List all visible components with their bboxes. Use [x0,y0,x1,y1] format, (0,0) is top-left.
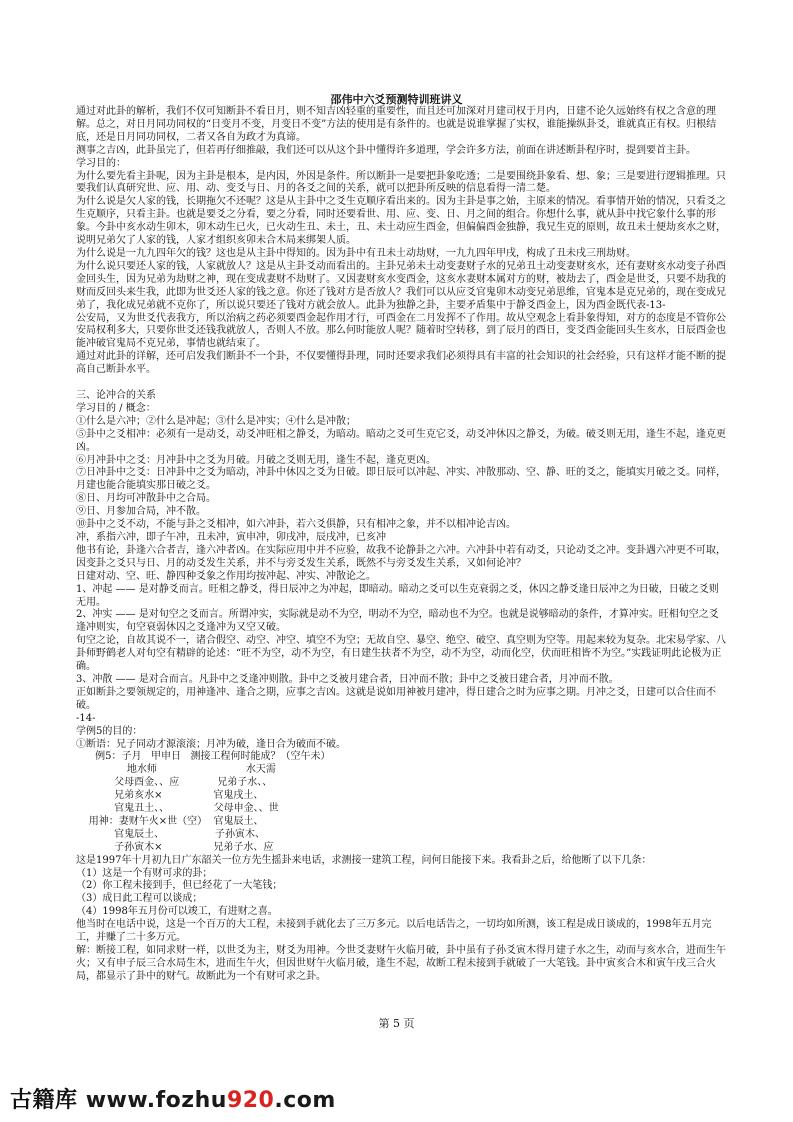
chart-line: 子孙寅木× 兄弟子水、应 [76,841,274,853]
paragraph: 解：断接工程，如同求财一样，以世爻为主，财爻为用神。今世爻妻财午火临月破，卦中虽有子孙爻寅木得月建子水之生，动而与亥水合，进而生午火；又有申子辰三合水局生木，进而生午火，但因世财午火临月破，逢生不起，故断工程未接到手就破了一大笔钱。卦中寅亥合木和寅午戌三合火局，都显示了卦中的财气。故断此为一个有财可求之卦。 [76,945,726,982]
paragraph: 为什么说是欠人家的钱，长期拖欠不还呢？这是从主卦中之爻生克顺序看出来的。因为主卦是事之始，主原来的情况。看事情开始的情况，只看爻之生克顺序，只看主卦。也就是要爻之分看，要之分看，同时还要看世、用、应、变、日、月之间的组合。你想什么事，就从卦中找它象什么事的形象。今卦中亥水动生卯木，卯木动生已火，已火动生丑、未土，丑、未土动应生酉金，但偏偏酉金独静，我兄生克的原则，故丑未土便劫亥水之财，说明兄弟欠了人家的钱，人家才组织亥卯未合木局来绑架人质。 [76,196,726,247]
paragraph: ⑥月冲卦中之爻：月冲卦中之爻为月破。月破之爻则无用，逢生不起，逢克更凶。 [76,454,436,466]
paragraph: ⑦日冲卦中之爻：日冲卦中之爻为暗动，冲卦中休囚之爻为日破。即日辰可以冲起、冲实、冲散那动、空、静、旺的爻之，能填实月破之爻。同样，月建也能合能填实那日破之爻。 [76,467,726,492]
paragraph: （2）你工程未接到手，但已经花了一大笔钱； [76,880,283,892]
paragraph: 这是1997年十月初九日广东韶关一位方先生摇卦来电话，求测接一建筑工程，问何日能接下来。我看卦之后，给他断了以下几条： [76,854,652,866]
page-number: 第 5 页 [378,1017,415,1030]
watermark-url-number: 920 [226,1088,275,1113]
document-title: 邵伟中六爻预测特训班讲义 [330,93,463,106]
paragraph: 冲，系指六冲，即子午冲，丑未冲，寅申冲，卯戌冲，辰戌冲，已亥冲 [76,532,386,543]
chart-line: 用神：妻财午火×世（空） 官鬼辰土、 [76,815,264,827]
paragraph: （1）这是一个有财可求的卦； [76,867,213,879]
paragraph: -14- [76,712,96,724]
watermark-brand: 古籍库 [10,1088,78,1113]
paragraph: 三、论冲合的关系 [76,390,156,402]
paragraph: （4）1998年五月份可以竣工，有进财之喜。 [76,906,278,918]
paragraph: 学习目的 / 概念： [76,402,156,414]
chart-line: 官鬼丑土、、 父母申金、、世 [76,803,279,815]
chart-line: 地水师 水天需 [76,764,276,776]
paragraph: 为什么说是一九九四年欠的钱？这也是从主卦中得知的。因为卦中有丑未土动劫财，一九九四年甲戌，构成了丑未戌三刑劫财。 [76,247,636,259]
paragraph: ①什么是六冲；②什么是冲起；③什么是冲实；④什么是冲散； [76,415,356,427]
chart-line: 兄弟亥水× 官鬼戌土、 [76,790,264,802]
paragraph: 测事之吉凶，此卦虽完了，但若再仔细推敲，我们还可以从这个卦中懂得许多道理，学会许多方法，前面在讲述断卦程序时，提到要首主卦。 [76,144,696,156]
paragraph: （3）成日此工程可以谈成； [76,893,203,905]
paragraph-list [76,106,726,751]
paragraph: 通过对此卦的解析，我们不仅可知断卦不看日月，则不知吉凶轻重的重要性，而且还可加深对月建司权于月内，日建不论久远始终有权之含意的理解。总之，对日月同功同权的“日变月不变，月变日不变”方法的使用是有条件的。也就是说谁掌握了实权，谁能操纵卦爻，谁就真正有权。归根结底，还是日月同功同权，二者又各自为政才为真谛。 [76,106,717,143]
chart-line: 官鬼辰土、 子孙寅木、 [76,828,266,840]
paragraph: 学习目的： [76,157,126,169]
paragraph: ⑩卦中之爻不动，不能与卦之爻相冲，如六冲卦，若六爻俱静，只有相冲之象，并不以相冲论吉凶。 [76,519,516,531]
watermark-url-prefix: www.fozhu [85,1088,227,1113]
paragraph: 2、冲实 —— 是对旬空之爻而言。所谓冲实，实际就是动不为空，明动不为空，暗动也不为空。也就是说够暗动的条件，才算冲实。旺相旬空之爻逢冲则实，旬空衰弱休囚之爻逢冲为又空又破。 [76,609,719,634]
chart-line: 父母酉金、、应 兄弟子水、、 [76,777,273,789]
paragraph: 他当时在电话中说，这是一个百万的大工程，未接到手就化去了三万多元。以后电话告之，一切均如所测，该工程是成日谈成的，1998年五月完工，并赚了二十多万元。 [76,919,712,944]
closing-paragraphs [76,855,726,984]
paragraph: 日建对动、空、旺、静四种爻象之作用均按冲起、冲实、冲散论之。 [76,570,376,582]
paragraph: 学例5的目的： [76,725,143,737]
hexagram-chart [76,751,726,854]
paragraph: 他书有论，卦逢六合者吉，逢六冲者凶。在实际应用中并不应验，故我不论静卦之六冲。六冲卦中若有动爻，只论动爻之冲。变卦遇六冲更不可取，因变卦之爻只与日、月的动爻发生关系，并不与旁爻发生关系，既然不与旁爻发生关系，又如何论冲？ [76,544,726,569]
paragraph: ⑤卦中之爻相冲：必须有一是动爻，动爻冲旺相之静爻，为暗动。暗动之爻可生克它爻，动爻冲休囚之静爻，为破。破爻则无用，逢生不起，逢克更凶。 [76,428,726,453]
paragraph: 公安局，又为世爻代表我方，所以治病之药必须要酉金起作用才行，可酉金在二月发挥不了作用。故从空观念上看卦象得知，对方的态度是不管你公安局权利多大，只要你世爻还钱我就放人，否则人不放。那么何时能放人呢？随着时空转移，到了辰月的酉日，变爻酉金能回头生亥水，日辰酉金也能冲破官鬼局不克兄弟，事情也就结束了。 [76,312,726,350]
paragraph: 通过对此卦的详解，还可启发我们断卦不一个卦，不仅要懂得卦理，同时还要求我们必须得具有丰富的社会知识的社会经验，只有这样才能不断的提高自己断卦水平。 [76,351,726,376]
paragraph: 旬空之论，自故其说不一，诸合假空、动空、冲空、填空不为空；无故自空、暴空、绝空、破空、真空则为空等。用起来较为复杂。北宋易学家、八卦师野鹤老人对旬空有精辟的论述：“旺不为空，动不为空，有日建生扶者不为空，动不为空，动而化空，伏而旺相皆不为空。”实践证明此论极为正确。 [76,635,726,673]
paragraph: 正如断卦之要领规定的，用神逢冲、逢合之期，应事之吉凶。这就是说如用神被月建冲，得日建合之时为应事之期。月冲之爻，日建可以合住而不破。 [76,686,716,711]
paragraph: ⑧日、月均可冲散卦中之合局。 [76,493,216,505]
paragraph: ⑨日、月参加合局，冲不散。 [76,506,206,518]
watermark-url-suffix: .com [274,1088,336,1113]
document-body [76,106,726,984]
paragraph: 1、冲起 —— 是对静爻而言。旺相之静爻，得日辰冲之为冲起，即暗动。暗动之爻可以生克衰弱之爻，休囚之静爻逢日辰冲之为日破，日破之爻则无用。 [76,583,719,608]
paragraph: ①断语：兄子同动才源滚滚；月冲为破，逢日合为破而不破。 [76,738,346,750]
site-watermark [10,1083,336,1114]
chart-line: 例5：子月 甲申日 测接工程何时能成？（空午未） [76,751,331,763]
paragraph [76,377,726,390]
paragraph: 3、冲散 —— 是对合而言。凡卦中之爻逢冲则散。卦中之爻被月建合者，日冲而不散；卦中之爻被日建合者，月冲而不散。 [76,673,619,685]
paragraph: 为什么要先看主卦呢，因为主卦是根本，是内因，外因是条件。所以断卦一是要把卦象吃透；二是要围绕卦象看、想、象；三是要进行逻辑推理。只要我们认真研究世、应、用、动、变爻与日、月的各爻之间的关系，就可以把卦所反映的信息看得一清二楚。 [76,170,726,195]
paragraph: 为什么说只要还人家的钱，人家就放人？这是从主卦爻动而看出的。主卦兄弟未土动变妻财子水的兄弟丑土动变妻财亥水，还有妻财亥水动变子孙酉金回头生，因为兄弟为劫财之神，现在变成妻财不劫财了。又因妻财亥水变酉金，这亥水妻财本属对方的财，被劫去了，酉金是世爻，只要不劫我的财而反回头来生我，此即为世爻还人家的钱之意。你还了钱对方是否放人？我们可以从应爻官鬼卯木动变兄弟思维，官鬼本是克兄弟的，现在变成兄弟了，我化成兄弟就不克你了，所以说只要还了钱对方就会放人。此卦为独静之卦，主要矛盾集中于静爻酉金上，因为酉金既代表-13- [76,260,726,311]
